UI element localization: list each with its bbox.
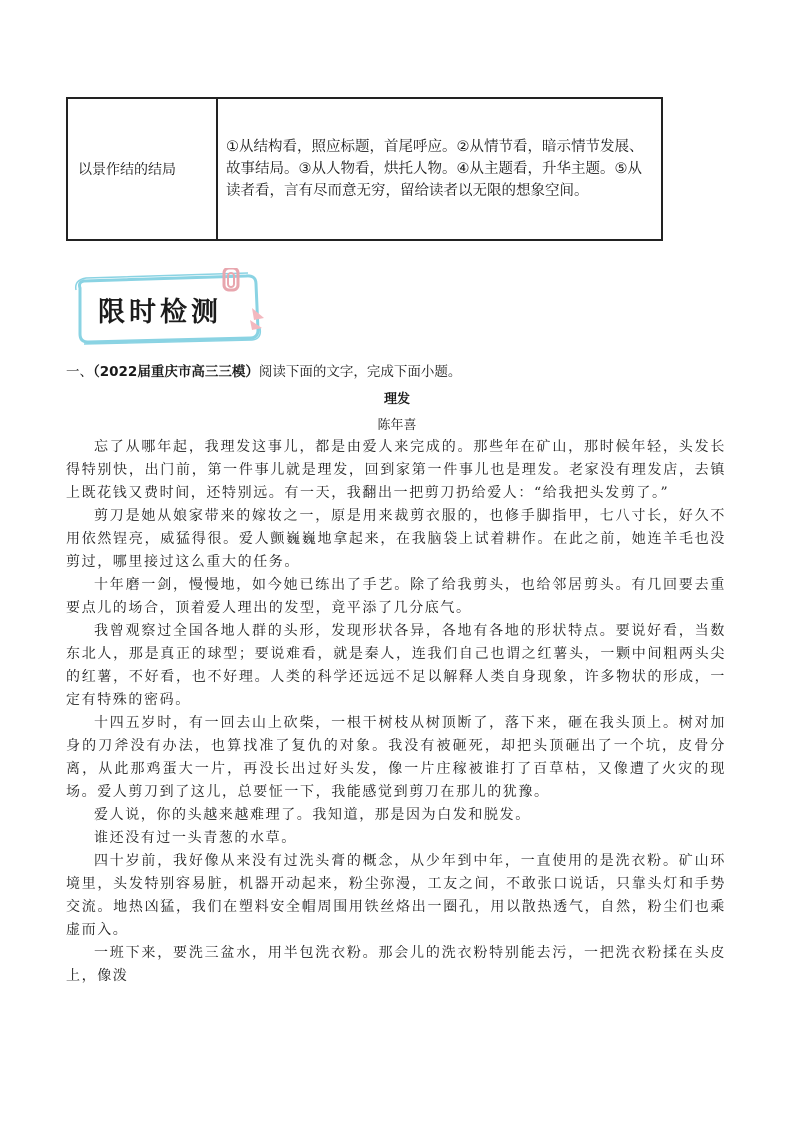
story-paragraph: 我曾观察过全国各地人群的头形，发现形状各异，各地有各地的形状特点。要说好看，当数东北人，那是真正的球型；要说难看，就是秦人，连我们自己也谓之红薯头，一颗中间粗两头尖的红薯，不好看，也不好理。人类的科学还远远不足以解释人类自身现象，许多物状的形成，一定有特殊的密码。 <box>66 623 726 708</box>
question-source: （2022届重庆市高三三模） <box>93 364 259 380</box>
question-instruction: 阅读下面的文字，完成下面小题。 <box>258 364 462 380</box>
story-paragraph: 忘了从哪年起，我理发这事儿，都是由爱人来完成的。那些年在矿山，那时候年轻，头发长得特别快，出门前，第一件事儿就是理发，回到家第一件事儿也是理发。老家没有理发店，去镇上既花钱又费时间，还特别远。有一天，我翻出一把剪刀扔给爱人：“给我把头发剪了。” <box>66 439 726 501</box>
question-number: 一、 <box>66 364 93 380</box>
story-paragraph: 四十岁前，我好像从来没有过洗头膏的概念，从少年到中年，一直使用的是洗衣粉。矿山环境里，头发特别容易脏，机器开动起来，粉尘弥漫，工友之间，不敢张口说话，只靠头灯和手势交流。地热凶猛，我们在塑料安全帽周围用铁丝烙出一圈孔，用以散热透气，自然，粉尘们也乘虚而入。 <box>66 853 726 938</box>
table-left-cell: 以景作结的结局 <box>68 99 218 239</box>
question-heading <box>66 360 461 380</box>
story-paragraph: 一班下来，要洗三盆水，用半包洗衣粉。那会儿的洗衣粉特别能去污，一把洗衣粉揉在头皮上，像泼 <box>66 945 726 984</box>
story-body <box>66 436 726 988</box>
story-paragraph: 爱人说，你的头越来越难理了。我知道，那是因为白发和脱发。 <box>94 807 531 823</box>
story-paragraph: 十年磨一剑，慢慢地，如今她已练出了手艺。除了给我剪头，也给邻居剪头。有几回要去重要点儿的场合，顶着爱人理出的发型，竟平添了几分底气。 <box>66 577 726 616</box>
story-paragraph: 谁还没有过一头青葱的水草。 <box>94 830 297 846</box>
table-right-cell: ①从结构看，照应标题，首尾呼应。②从情节看，暗示情节发展、故事结局。③从人物看，烘托人物。④从主题看，升华主题。⑤从读者看，言有尽而意无穷，留给读者以无限的想象空间。 <box>226 139 644 199</box>
story-title: 理发 <box>383 392 410 407</box>
story-author: 陈年喜 <box>377 418 417 433</box>
section-title: 限时检测 <box>98 297 222 328</box>
summary-table <box>66 97 663 241</box>
story-paragraph: 十四五岁时，有一回去山上砍柴，一根干树枝从树顶断了，落下来，砸在我头顶上。树对加身的刀斧没有办法，也算找准了复仇的对象。我没有被砸死，却把头顶砸出了一个坑，皮骨分离，从此那鸡蛋大一片，再没长出过好头发，像一片庄稼被谁打了百草枯，又像遭了火灾的现场。爱人剪刀到了这儿，总要怔一下，我能感觉到剪刀在那儿的犹豫。 <box>66 715 726 800</box>
story-paragraph: 剪刀是她从娘家带来的嫁妆之一，原是用来裁剪衣服的，也修手脚指甲，七八寸长，好久不用依然锃亮，威猛得很。爱人颤巍巍地拿起来，在我脑袋上试着耕作。在此之前，她连羊毛也没剪过，哪里接过这么重大的任务。 <box>66 508 726 570</box>
